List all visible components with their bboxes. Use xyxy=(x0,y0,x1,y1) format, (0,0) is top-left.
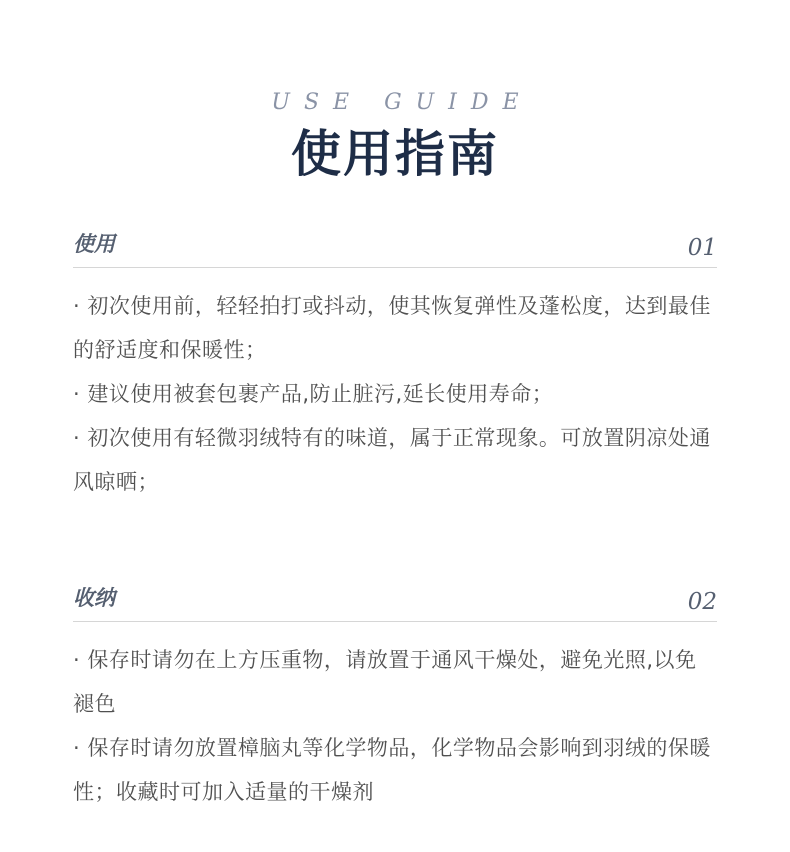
storage-tip: · 保存时请勿在上方压重物，请放置于通风干燥处，避免光照,以免褪色 xyxy=(73,648,697,716)
page-subtitle: USE GUIDE xyxy=(271,90,533,115)
section-title: 使用 xyxy=(73,232,115,256)
section-header xyxy=(73,226,717,268)
section-storage xyxy=(73,580,717,814)
section-number: 02 xyxy=(687,589,717,615)
section-title: 收纳 xyxy=(73,586,115,610)
usage-tip: · 初次使用有轻微羽绒特有的味道，属于正常现象。可放置阴凉处通风晾晒； xyxy=(73,426,711,494)
section-number: 01 xyxy=(687,235,717,261)
section-usage xyxy=(73,226,717,504)
section-header xyxy=(73,580,717,622)
page-title: 使用指南 xyxy=(291,125,499,183)
section-body xyxy=(73,638,717,814)
section-body xyxy=(73,284,717,504)
usage-tip: · 建议使用被套包裹产品,防止脏污,延长使用寿命； xyxy=(73,382,554,406)
usage-tip: · 初次使用前，轻轻拍打或抖动，使其恢复弹性及蓬松度，达到最佳的舒适度和保暖性； xyxy=(73,294,711,362)
page-header xyxy=(0,88,790,184)
storage-tip: · 保存时请勿放置樟脑丸等化学物品，化学物品会影响到羽绒的保暖性；收藏时可加入适量的干燥剂 xyxy=(73,736,711,804)
